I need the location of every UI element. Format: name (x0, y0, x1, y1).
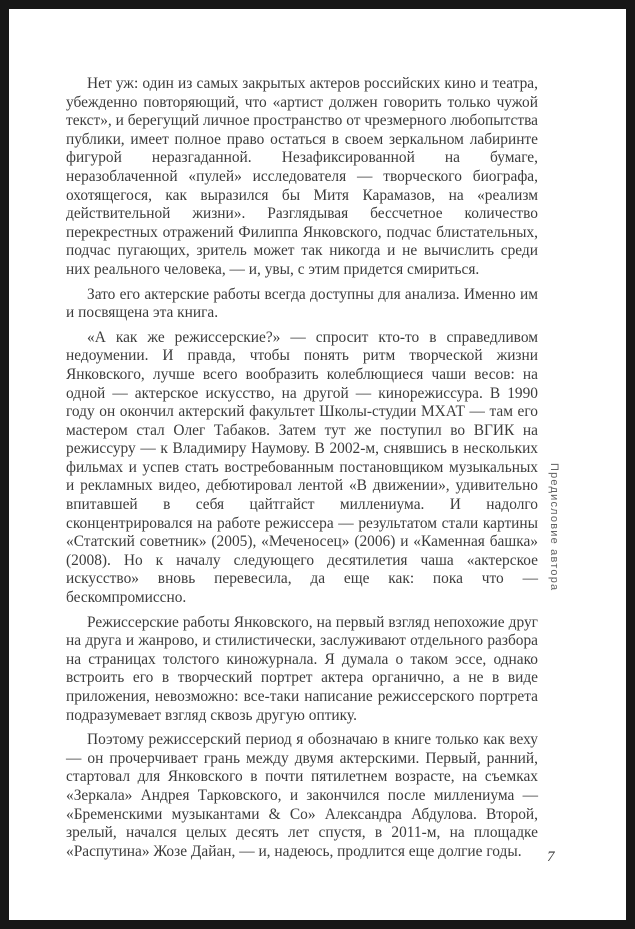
body-paragraph: «А как же режиссерские?» — спросит кто-то в справедливом недоумении. И правда, чтобы понять ритм творческой жизни Янковского, лучше всего вообразить колеблющиеся чаши весов: на одной — актерское искусство, на другой — кинорежиссура. В 1990 году он окончил актерский факультет Школы-студии МХАТ — там его мастером стал Олег Табаков. Затем тут же поступил во ВГИК на режиссуру — к Владимиру Наумову. В 2002-м, снявшись в нескольких фильмах и успев стать востребованным постановщиком музыкальных и рекламных видео, дебютировал лентой «В движении», удивительно впитавшей в себя цайтгайст миллениума. И надолго сконцентрировался на работе режиссера — результатом стали картины «Статский советник» (2005), «Меченосец» (2006) и «Каменная башка» (2008). Но к началу следующего десятилетия чаша «актерское искусство» вновь перевесила, да еще как: пока что — бескомпромиссно. (66, 328, 538, 607)
body-paragraph: Нет уж: один из самых закрытых актеров российских кино и театра, убежденно повторяющий, что «артист должен говорить только чужой текст», и берегущий личное пространство от чрезмерного любопытства публики, имеет полное право остаться в своем зеркальном лабиринте фигурой неразгаданной. Незафиксированной на бумаге, неразоблаченной «пулей» исследователя — творческого биографа, охотящегося, как выразился бы Митя Карамазов, на «реализм действительной жизни». Разглядывая бессчетное количество перекрестных отражений Филиппа Янковского, подчас блистательных, подчас пугающих, зритель может так никогда и не вычислить среди них реального человека, — и, увы, с этим придется смириться. (66, 75, 538, 278)
body-text-column (66, 75, 538, 867)
body-paragraph: Режиссерские работы Янковского, на первый взгляд непохожие друг на друга и жанрово, и стилистически, заслуживают отдельного разбора на страницах толстого киножурнала. Я думала о таком эссе, однако встроить его в творческий портрет актера органично, а не в виде приложения, невозможно: все-таки написание режиссерского портрета подразумевает взгляд сквозь другую оптику. (66, 613, 538, 724)
body-paragraph: Поэтому режиссерский период я обозначаю в книге только как веху — он прочерчивает грань между двумя актерскими. Первый, ранний, стартовал для Янковского в почти пятилетнем возрасте, на съемках «Зеркала» Андрея Тарковского, и закончился после миллениума — «Бременскими музыкантами & Со» Александра Абдулова. Второй, зрелый, начался целых десять лет спустя, в 2011-м, на площадке «Распутина» Жозе Дайан, — и, надеюсь, продлится еще долгие годы. (66, 731, 538, 860)
margin-section-label: Предисловие автора (548, 463, 560, 592)
body-paragraph: Зато его актерские работы всегда доступны для анализа. Именно им и посвящена эта книга. (66, 285, 538, 322)
page-number: 7 (547, 849, 555, 865)
